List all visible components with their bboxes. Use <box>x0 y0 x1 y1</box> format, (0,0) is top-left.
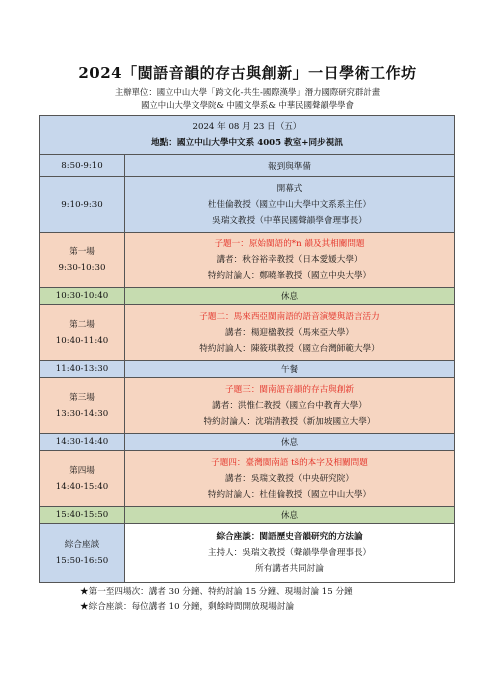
session-discussant: 特約討論人：杜佳倫教授（國立中山大學） <box>207 489 372 500</box>
session-topic: 綜合座談：閩語歷史音韻研究的方法論 <box>216 532 363 542</box>
session-label: 第四場 <box>69 465 95 476</box>
session-label: 第二場 <box>69 319 95 330</box>
table-row <box>40 177 455 233</box>
opening-speaker: 杜佳倫教授（國立中山大學中文系系主任） <box>207 199 372 210</box>
table-row <box>40 155 455 177</box>
session-speaker: 講者：秋谷裕幸教授（日本愛媛大學） <box>216 255 363 265</box>
table-row <box>40 233 455 288</box>
table-header-row <box>40 116 455 155</box>
session-cell <box>40 233 125 288</box>
organizer-line-2: 國立中山大學文學院& 中國文學系& 中華民國聲韻學學會 <box>141 100 354 110</box>
table-row <box>40 524 455 583</box>
session-topic: 子題三：閩南語音韻的存古與創新 <box>225 384 354 395</box>
session-time: 9:30-10:30 <box>58 263 106 273</box>
time-cell: 11:40-13:30 <box>40 361 125 378</box>
content-cell: 午餐 <box>125 361 455 378</box>
session-discussant: 特約討論人：沈瑞清教授（新加坡國立大學） <box>203 416 376 427</box>
footnotes <box>80 585 353 615</box>
footnote: ★第一至四場次：講者 30 分鐘、特約討論 15 分鐘、現場討論 15 分鐘 <box>80 587 353 597</box>
content-cell <box>125 305 455 361</box>
content-cell <box>125 524 455 583</box>
time-cell: 8:50-9:10 <box>40 155 125 177</box>
session-label: 綜合座談 <box>64 540 100 550</box>
time-cell: 14:30-14:40 <box>40 434 125 451</box>
session-speaker: 講者：洪惟仁教授（國立台中教育大學） <box>212 400 367 411</box>
schedule-table <box>39 115 455 583</box>
content-cell <box>125 378 455 434</box>
session-host: 主持人：吳瑞文教授（聲韻學學會理事長） <box>207 548 372 558</box>
content-cell: 休息 <box>125 288 455 305</box>
table-row <box>40 288 455 305</box>
session-label: 第一場 <box>69 247 95 257</box>
table-row <box>40 507 455 524</box>
session-discussant: 特約討論人：陳筱琪教授（國立台灣師範大學） <box>199 343 380 354</box>
session-time: 13:30-14:30 <box>55 408 109 419</box>
organizer-line-1: 主辦單位：國立中山大學「跨文化-共生-國際漢學」潛力國際研究群計畫 <box>114 87 381 97</box>
opening-title: 開幕式 <box>276 183 303 194</box>
content-cell: 休息 <box>125 434 455 451</box>
table-row <box>40 434 455 451</box>
session-topic: 子題二：馬來西亞閩南語的語音演變與語言活力 <box>199 311 380 322</box>
session-discussant: 特約討論人：鄭曉峯教授（國立中央大學） <box>207 271 372 281</box>
table-row <box>40 361 455 378</box>
session-speaker: 講者：吳瑞文教授（中央研究院） <box>225 473 354 484</box>
table-row <box>40 305 455 361</box>
session-time: 15:50-16:50 <box>55 556 109 566</box>
time-cell: 9:10-9:30 <box>40 177 125 233</box>
page-title: 2024「閩語音韻的存古與創新」一日學術工作坊 <box>78 64 417 82</box>
opening-speaker: 吳瑞文教授（中華民國聲韻學會理事長） <box>212 215 367 226</box>
session-note: 所有講者共同討論 <box>255 564 324 574</box>
session-cell <box>40 378 125 434</box>
table-row <box>40 378 455 434</box>
session-time: 10:40-11:40 <box>55 335 109 346</box>
header-cell <box>40 116 455 155</box>
session-time: 14:40-15:40 <box>55 481 109 492</box>
content-cell <box>125 177 455 233</box>
table-row <box>40 451 455 507</box>
event-venue: 地點：國立中山大學中文系 4005 教室+同步視訊 <box>151 138 343 148</box>
content-cell: 報到與準備 <box>125 155 455 177</box>
time-cell: 15:40-15:50 <box>40 507 125 524</box>
session-cell <box>40 305 125 361</box>
content-cell: 休息 <box>125 507 455 524</box>
content-cell <box>125 451 455 507</box>
session-topic: 子題一：原始閩語的*n 韻及其相關問題 <box>214 239 365 249</box>
session-cell <box>40 451 125 507</box>
session-cell <box>40 524 125 583</box>
time-cell: 10:30-10:40 <box>40 288 125 305</box>
session-speaker: 講者：楊迎楹教授（馬來亞大學） <box>225 327 354 338</box>
content-cell <box>125 233 455 288</box>
session-topic: 子題四：臺灣閩南語 ts̃的本字及相關問題 <box>211 457 368 468</box>
session-label: 第三場 <box>69 392 95 403</box>
footnote: ★綜合座談：每位講者 10 分鐘，剩餘時間開放現場討論 <box>80 602 295 612</box>
event-date: 2024 年 08 月 23 日（五） <box>192 122 302 132</box>
